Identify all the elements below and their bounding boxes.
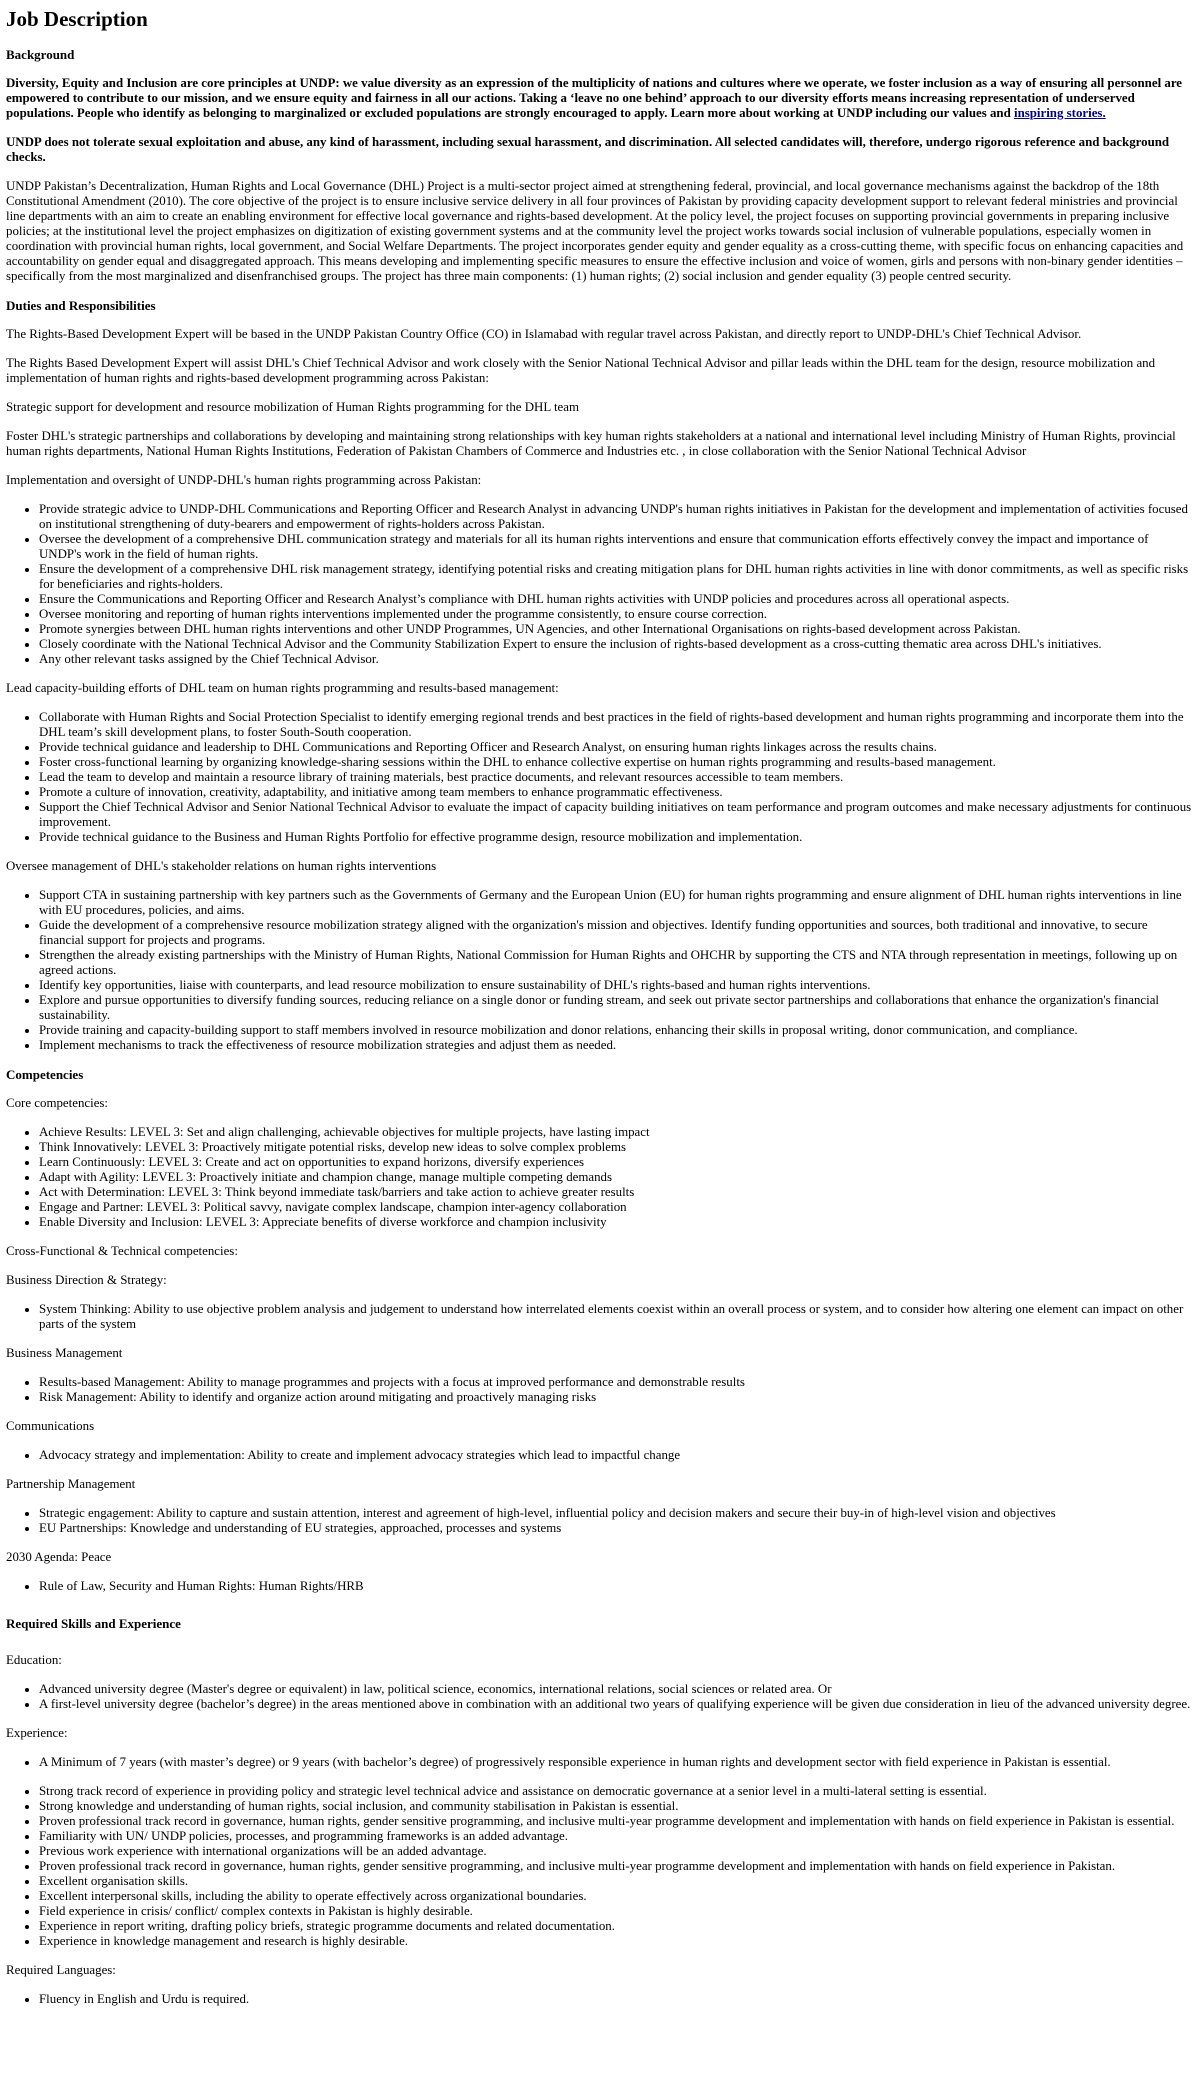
list-item: • Engage and Partner: LEVEL 3: Political savvy, navigate complex landscape, champion inter-agency collaboration	[39, 1200, 1193, 1215]
competencies-heading: Competencies	[6, 1067, 84, 1082]
list-item: • Foster cross-functional learning by organizing knowledge-sharing sessions within the DHL to enhance collective expertise on human rights programming and results-based management.	[39, 755, 1193, 770]
required-skills-heading: Required Skills and Experience	[6, 1616, 181, 1631]
core-competencies-label: Core competencies:	[6, 1096, 109, 1110]
list-item: • Oversee monitoring and reporting of human rights interventions implemented under the programme consistently, to ensure course correction.	[39, 607, 1193, 622]
agenda-list	[6, 1579, 1193, 1594]
implementation-list	[6, 502, 1193, 667]
list-item: • Achieve Results: LEVEL 3: Set and align challenging, achievable objectives for multiple projects, have lasting impact	[39, 1125, 1193, 1140]
list-item: • Provide training and capacity-building support to staff members involved in resource mobilization and donor relations, enhancing their skills in proposal writing, donor communication, and compliance.	[39, 1023, 1193, 1038]
list-item: • Explore and pursue opportunities to diversify funding sources, reducing reliance on a single donor or funding stream, and seek out private sector partnerships and collaborations that enhance the organization's financial sustainability.	[39, 993, 1193, 1023]
list-item: • Familiarity with UN/ UNDP policies, processes, and programming frameworks is an added advantage.	[39, 1829, 1193, 1844]
duties-heading: Duties and Responsibilities	[6, 298, 156, 313]
list-item: • Proven professional track record in governance, human rights, gender sensitive programming, and inclusive multi-year programme development and implementation with hands on field experience in Pakistan is essential.	[39, 1814, 1193, 1829]
agenda-label: 2030 Agenda: Peace	[6, 1550, 112, 1564]
partnership-management-list	[6, 1506, 1193, 1536]
implementation-label: Implementation and oversight of UNDP-DHL's human rights programming across Pakistan:	[6, 473, 482, 487]
duties-paragraph-1: The Rights-Based Development Expert will be based in the UNDP Pakistan Country Office (CO) in Islamabad with regular travel across Pakistan, and directly report to UNDP-DHL's Chief Technical Advisor.	[6, 327, 1082, 341]
list-item: • Provide technical guidance to the Business and Human Rights Portfolio for effective programme design, resource mobilization and implementation.	[39, 830, 1193, 845]
capacity-label: Lead capacity-building efforts of DHL team on human rights programming and results-based management:	[6, 681, 559, 695]
languages-list	[6, 1992, 1193, 2007]
core-competencies-list	[6, 1125, 1193, 1230]
list-item: • Provide strategic advice to UNDP-DHL Communications and Reporting Officer and Research Analyst in advancing UNDP's human rights initiatives in Pakistan for the development and implementation of activities focused on institutional strengthening of duty-bearers and empowerment of rights-holders across Pakistan.	[39, 502, 1193, 532]
list-item: • Identify key opportunities, liaise with counterparts, and lead resource mobilization to ensure sustainability of DHL's rights-based and human rights interventions.	[39, 978, 1193, 993]
duties-paragraph-3: Strategic support for development and resource mobilization of Human Rights programming for the DHL team	[6, 400, 580, 414]
page-title: Job Description	[6, 7, 148, 31]
education-list	[6, 1682, 1193, 1712]
list-item: • Excellent organisation skills.	[39, 1874, 1193, 1889]
stakeholder-label: Oversee management of DHL's stakeholder relations on human rights interventions	[6, 859, 437, 873]
list-item: • Results-based Management: Ability to manage programmes and projects with a focus at improved performance and demonstrable results	[39, 1375, 1193, 1390]
inspiring-stories-link[interactable]: inspiring stories.	[1013, 106, 1106, 120]
communications-list	[6, 1448, 1193, 1463]
experience-list	[6, 1784, 1193, 1949]
list-item: • Strengthen the already existing partnerships with the Ministry of Human Rights, National Commission for Human Rights and OHCHR by supporting the CTS and NTA through representation in meetings, following up on agreed actions.	[39, 948, 1193, 978]
partnership-management-label: Partnership Management	[6, 1477, 136, 1491]
capacity-list	[6, 710, 1193, 845]
list-item: • Act with Determination: LEVEL 3: Think beyond immediate task/barriers and take action to achieve greater results	[39, 1185, 1193, 1200]
list-item: • Strategic engagement: Ability to capture and sustain attention, interest and agreement of high-level, influential policy and decision makers and secure their buy-in of high-level vision and objectives	[39, 1506, 1193, 1521]
list-item: • Learn Continuously: LEVEL 3: Create and act on opportunities to expand horizons, diversify experiences	[39, 1155, 1193, 1170]
project-paragraph: UNDP Pakistan’s Decentralization, Human Rights and Local Governance (DHL) Project is a multi-sector project aimed at strengthening federal, provincial, and local governance mechanisms against the backdrop of the 18th Constitutional Amendment (2010). The core objective of the project is to ensure inclusive service delivery in all four provinces of Pakistan by providing capacity development support to relevant federal ministries and provincial line departments with an aim to create an enabling environment for effective local governance and rights-based development. At the policy level, the project focuses on supporting provincial governments in preparing inclusive policies; at the institutional level the project emphasizes on digitization of existing government systems and at the community level the project works towards social inclusion of vulnerable populations, especially women in coordination with provincial human rights, local government, and Social Welfare Departments. The project incorporates gender equity and gender equality as a cross-cutting theme, with specific focus on enhancing capacities and accountability on gender equal and disaggregated approach. This means developing and implementing specific measures to ensure the effective inclusion and voice of women, girls and persons with non-binary gender identities – specifically from the most marginalized and disenfranchised groups. The project has three main components: (1) human rights; (2) social inclusion and gender equality (3) people centred security.	[6, 179, 1184, 283]
business-direction-label: Business Direction & Strategy:	[6, 1273, 167, 1287]
list-item: • Support CTA in sustaining partnership with key partners such as the Governments of Germany and the European Union (EU) for human rights programming and ensure alignment of DHL human rights interventions in line with EU procedures, policies, and aims.	[39, 888, 1193, 918]
list-item: • Provide technical guidance and leadership to DHL Communications and Reporting Officer and Research Analyst, on ensuring human rights linkages across the results chains.	[39, 740, 1193, 755]
list-item: • Fluency in English and Urdu is required.	[39, 1992, 1193, 2007]
list-item: • A Minimum of 7 years (with master’s degree) or 9 years (with bachelor’s degree) of progressively responsible experience in human rights and development sector with field experience in Pakistan is essential.	[39, 1755, 1193, 1770]
list-item: • Proven professional track record in governance, human rights, gender sensitive programming, and inclusive multi-year programme development and implementation with hands on field experience in Pakistan.	[39, 1859, 1193, 1874]
communications-label: Communications	[6, 1419, 95, 1433]
list-item: • Rule of Law, Security and Human Rights: Human Rights/HRB	[39, 1579, 1193, 1594]
list-item: • System Thinking: Ability to use objective problem analysis and judgement to understand how interrelated elements coexist within an overall process or system, and to consider how altering one element can impact on other parts of the system	[39, 1302, 1193, 1332]
list-item: • Oversee the development of a comprehensive DHL communication strategy and materials for all its human rights interventions and ensure that communication efforts effectively convey the impact and importance of UNDP's work in the field of human rights.	[39, 532, 1193, 562]
list-item: • Excellent interpersonal skills, including the ability to operate effectively across organizational boundaries.	[39, 1889, 1193, 1904]
cross-functional-label: Cross-Functional & Technical competencies:	[6, 1244, 238, 1258]
business-management-label: Business Management	[6, 1346, 123, 1360]
business-management-list	[6, 1375, 1193, 1405]
list-item: • Adapt with Agility: LEVEL 3: Proactively initiate and champion change, manage multiple competing demands	[39, 1170, 1193, 1185]
duties-paragraph-2: The Rights Based Development Expert will assist DHL's Chief Technical Advisor and work closely with the Senior National Technical Advisor and pillar leads within the DHL team for the design, resource mobilization and implementation of human rights and rights-based development programming across Pakistan:	[6, 356, 1156, 385]
list-item: • EU Partnerships: Knowledge and understanding of EU strategies, approached, processes and systems	[39, 1521, 1193, 1536]
list-item: • Promote a culture of innovation, creativity, adaptability, and initiative among team members to enhance programmatic effectiveness.	[39, 785, 1193, 800]
education-label: Education:	[6, 1653, 62, 1667]
list-item: • A first-level university degree (bachelor’s degree) in the areas mentioned above in combination with an additional two years of qualifying experience will be given due consideration in lieu of the advanced university degree.	[39, 1697, 1193, 1712]
list-item: • Strong knowledge and understanding of human rights, social inclusion, and community stabilisation in Pakistan is essential.	[39, 1799, 1193, 1814]
duties-paragraph-4: Foster DHL's strategic partnerships and collaborations by developing and maintaining strong relationships with key human rights stakeholders at a national and international level including Ministry of Human Rights, provincial human rights departments, National Human Rights Institutions, Federation of Pakistan Chambers of Commerce and Industries etc. , in close collaboration with the Senior National Technical Advisor	[6, 429, 1176, 458]
list-item: • Implement mechanisms to track the effectiveness of resource mobilization strategies and adjust them as needed.	[39, 1038, 1193, 1053]
diversity-paragraph	[6, 76, 1193, 121]
sea-paragraph: UNDP does not tolerate sexual exploitation and abuse, any kind of harassment, including sexual harassment, and discrimination. All selected candidates will, therefore, undergo rigorous reference and background checks.	[6, 135, 1170, 164]
list-item: • Field experience in crisis/ conflict/ complex contexts in Pakistan is highly desirable.	[39, 1904, 1193, 1919]
list-item: • Ensure the Communications and Reporting Officer and Research Analyst’s compliance with DHL human rights activities with UNDP policies and procedures across all operational aspects.	[39, 592, 1193, 607]
background-heading: Background	[6, 47, 75, 62]
diversity-text: Diversity, Equity and Inclusion are core principles at UNDP: we value diversity as an expression of the multiplicity of nations and cultures where we operate, we foster inclusion as a way of ensuring all personnel are empowered to contribute to our mission, and we ensure equity and fairness in all our actions. Taking a ‘leave no one behind’ approach to our diversity efforts means increasing representation of underserved populations. People who identify as belonging to marginalized or excluded populations are strongly encouraged to apply. Learn more about working at UNDP including our values and	[6, 76, 1183, 120]
list-item: • Experience in report writing, drafting policy briefs, strategic programme documents and related documentation.	[39, 1919, 1193, 1934]
stakeholder-list	[6, 888, 1193, 1053]
list-item: • Collaborate with Human Rights and Social Protection Specialist to identify emerging regional trends and best practices in the field of rights-based development and human rights programming and incorporate them into the DHL team’s skill development plans, to foster South-South cooperation.	[39, 710, 1193, 740]
business-direction-list	[6, 1302, 1193, 1332]
list-item: • Advanced university degree (Master's degree or equivalent) in law, political science, economics, international relations, social sciences or related area. Or	[39, 1682, 1193, 1697]
list-item: • Lead the team to develop and maintain a resource library of training materials, best practice documents, and relevant resources accessible to team members.	[39, 770, 1193, 785]
list-item: • Previous work experience with international organizations will be an added advantage.	[39, 1844, 1193, 1859]
list-item: • Closely coordinate with the National Technical Advisor and the Community Stabilization Expert to ensure the inclusion of rights-based development as a cross-cutting thematic area across DHL's initiatives.	[39, 637, 1193, 652]
languages-label: Required Languages:	[6, 1963, 116, 1977]
list-item: • Promote synergies between DHL human rights interventions and other UNDP Programmes, UN Agencies, and other International Organisations on rights-based development across Pakistan.	[39, 622, 1193, 637]
list-item: • Guide the development of a comprehensive resource mobilization strategy aligned with the organization's mission and objectives. Identify funding opportunities and sources, both traditional and innovative, to secure financial support for projects and programs.	[39, 918, 1193, 948]
list-item: • Think Innovatively: LEVEL 3: Proactively mitigate potential risks, develop new ideas to solve complex problems	[39, 1140, 1193, 1155]
list-item: • Experience in knowledge management and research is highly desirable.	[39, 1934, 1193, 1949]
list-item: • Enable Diversity and Inclusion: LEVEL 3: Appreciate benefits of diverse workforce and champion inclusivity	[39, 1215, 1193, 1230]
list-item: • Any other relevant tasks assigned by the Chief Technical Advisor.	[39, 652, 1193, 667]
experience-label: Experience:	[6, 1726, 68, 1740]
list-item: • Support the Chief Technical Advisor and Senior National Technical Advisor to evaluate the impact of capacity building initiatives on team performance and program outcomes and make necessary adjustments for continuous improvement.	[39, 800, 1193, 830]
list-item: • Advocacy strategy and implementation: Ability to create and implement advocacy strategies which lead to impactful change	[39, 1448, 1193, 1463]
list-item: • Ensure the development of a comprehensive DHL risk management strategy, identifying potential risks and creating mitigation plans for DHL human rights activities in line with donor commitments, as well as specific risks for beneficiaries and rights-holders.	[39, 562, 1193, 592]
list-item: • Strong track record of experience in providing policy and strategic level technical advice and assistance on democratic governance at a senior level in a multi-lateral setting is essential.	[39, 1784, 1193, 1799]
list-item: • Risk Management: Ability to identify and organize action around mitigating and proactively managing risks	[39, 1390, 1193, 1405]
experience-list-first	[6, 1755, 1193, 1770]
